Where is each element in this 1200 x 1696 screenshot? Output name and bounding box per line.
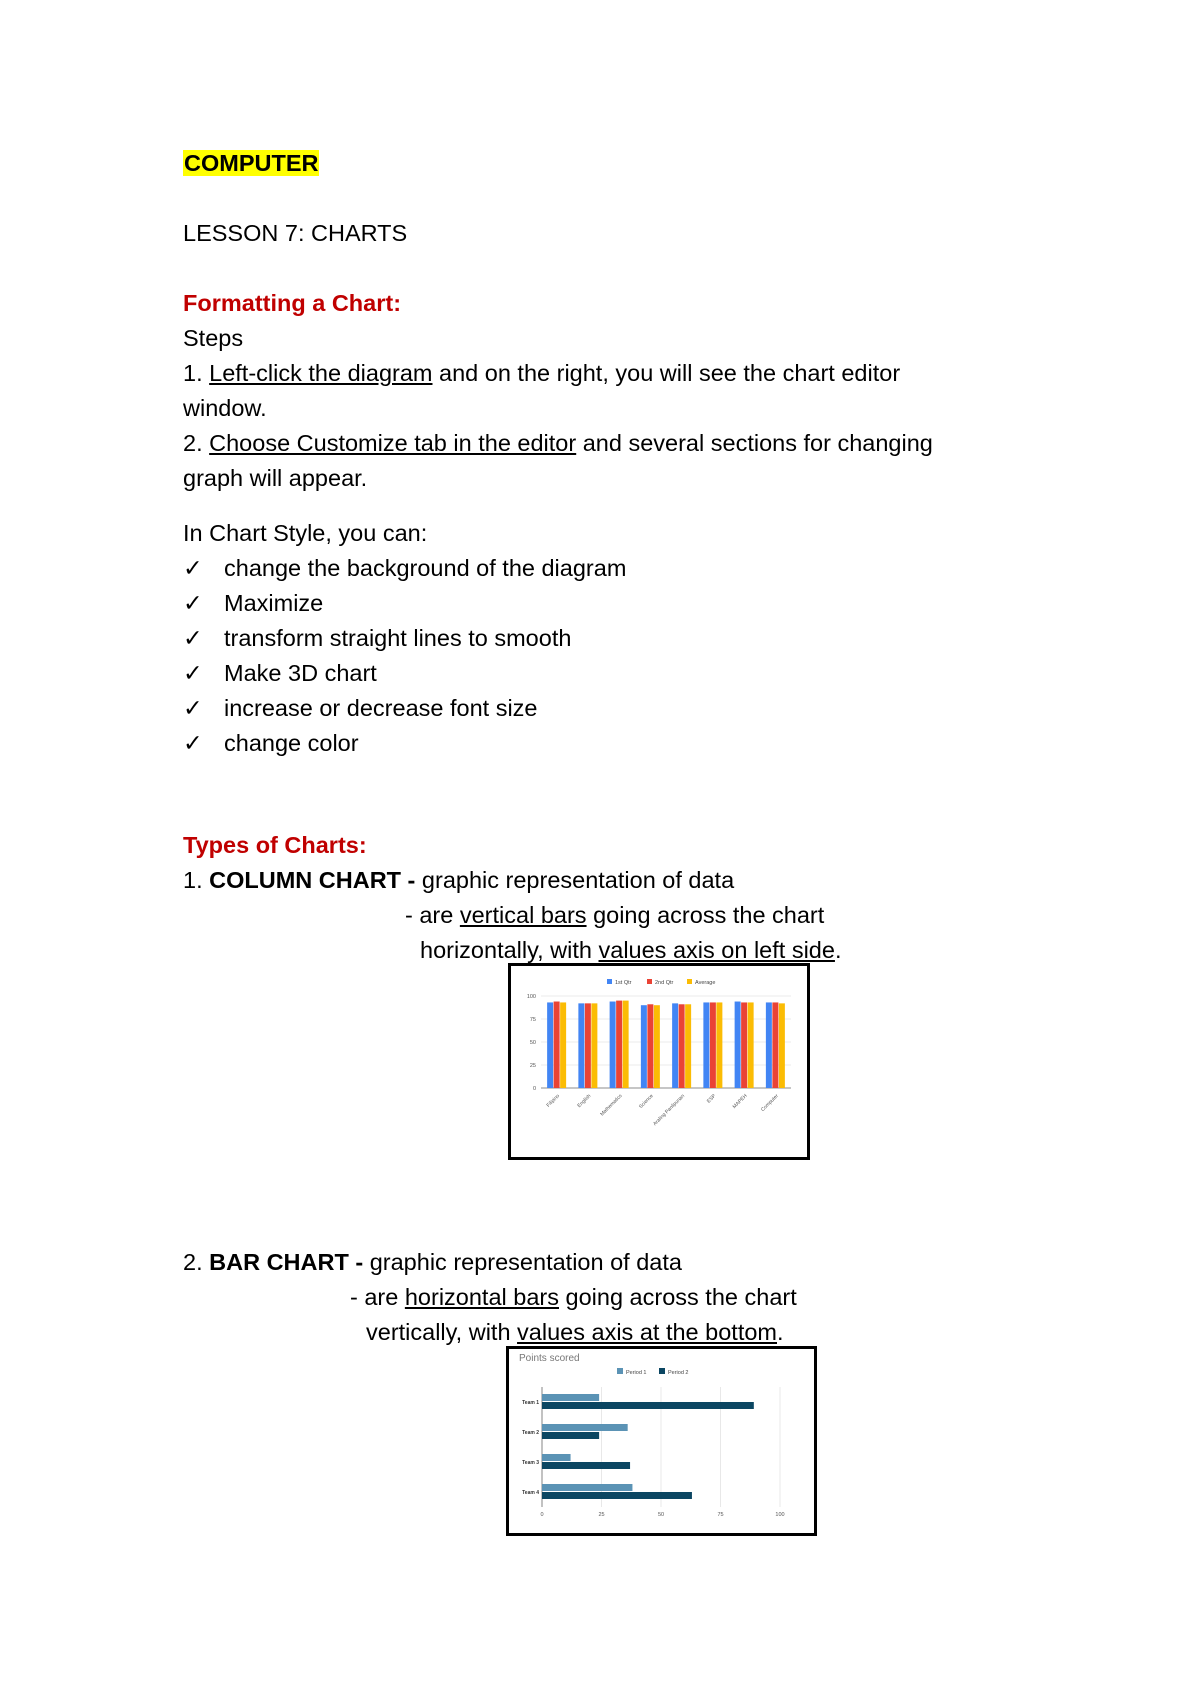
column-bar — [703, 1002, 709, 1088]
horizontal-bar — [542, 1462, 630, 1469]
step-1-number: 1. — [183, 360, 210, 386]
chart-style-intro: In Chart Style, you can: — [183, 520, 428, 546]
legend-label: 2nd Qtr — [655, 980, 674, 986]
checklist-item-text: Maximize — [224, 590, 324, 616]
checklist-item — [183, 693, 538, 723]
checklist-item — [183, 658, 377, 688]
column-chart-line-2-pre: - are — [405, 902, 460, 928]
horizontal-bar — [542, 1394, 599, 1401]
column-bar — [766, 1002, 772, 1088]
step-1-continuation: window. — [183, 395, 267, 421]
document-heading — [183, 148, 319, 178]
legend-swatch — [647, 979, 652, 984]
column-bar — [710, 1002, 716, 1088]
column-bar — [679, 1004, 685, 1088]
y-tick-label: 25 — [529, 1063, 536, 1069]
heading-highlight: COMPUTER — [184, 150, 319, 176]
bar-chart-def-text: graphic representation of data — [369, 1249, 682, 1275]
checkmark-icon: ✓ — [183, 660, 203, 686]
column-bar — [685, 1004, 691, 1088]
checkmark-icon: ✓ — [183, 695, 203, 721]
y-tick-label: Team 2 — [522, 1430, 539, 1436]
checkmark-icon: ✓ — [183, 730, 203, 756]
x-tick-label: 100 — [775, 1512, 785, 1518]
x-tick-label: Science — [637, 1093, 655, 1110]
column-chart-line-2 — [405, 900, 824, 930]
bar-chart — [509, 1349, 814, 1533]
column-chart-line-3 — [420, 935, 841, 965]
column-bar — [748, 1002, 754, 1088]
x-tick-label: 75 — [717, 1512, 724, 1518]
column-chart-line-3-post: . — [834, 937, 842, 963]
steps-label: Steps — [183, 325, 244, 351]
bar-chart-line-3-post: . — [777, 1319, 784, 1345]
column-chart-def-text: graphic representation of data — [421, 867, 735, 893]
types-section-title: Types of Charts: — [183, 832, 367, 858]
legend-swatch — [607, 979, 612, 984]
chart-title: Points scored — [519, 1353, 580, 1364]
column-bar — [772, 1002, 778, 1088]
bar-chart-dash: - — [348, 1249, 370, 1275]
bar-chart-line-2 — [350, 1282, 797, 1312]
column-chart-dash: - — [401, 867, 422, 893]
y-tick-label: Team 3 — [522, 1460, 539, 1466]
y-tick-label: 75 — [529, 1017, 536, 1023]
bar-chart-line-2-pre: - are — [350, 1284, 405, 1310]
checkmark-icon: ✓ — [183, 555, 203, 581]
column-bar — [547, 1002, 553, 1088]
step-1-link-text: Left-click the diagram — [209, 360, 433, 386]
legend-swatch — [659, 1368, 665, 1374]
column-bar — [623, 1001, 629, 1088]
checklist-item-text: change color — [224, 730, 359, 756]
step-1 — [183, 358, 900, 388]
step-2-text: and several sections for changing — [576, 430, 933, 456]
step-2-link-text: Choose Customize tab in the editor — [209, 430, 577, 456]
horizontal-bar — [542, 1454, 571, 1461]
legend-swatch — [617, 1368, 623, 1374]
x-tick-label: Araling Panlipunan — [652, 1093, 687, 1128]
column-chart-image — [508, 963, 810, 1160]
y-tick-label: 0 — [532, 1086, 536, 1092]
checklist-item — [183, 728, 359, 758]
column-chart-name: COLUMN CHART — [209, 867, 402, 893]
x-tick-label: ESP — [705, 1093, 718, 1105]
bar-chart-line-3-pre: vertically, with — [366, 1319, 518, 1345]
legend-label: Period 2 — [668, 1370, 689, 1376]
column-chart — [511, 966, 807, 1157]
step-2-number: 2. — [183, 430, 210, 456]
horizontal-bar — [542, 1484, 632, 1491]
column-chart-number: 1. — [183, 867, 210, 893]
y-tick-label: 50 — [529, 1040, 536, 1046]
x-tick-label: Mathematics — [599, 1093, 624, 1118]
column-bar — [585, 1003, 591, 1088]
horizontal-bar — [542, 1424, 628, 1431]
column-bar — [554, 1002, 560, 1088]
y-tick-label: 100 — [526, 994, 536, 1000]
step-2 — [183, 428, 933, 458]
formatting-section-title: Formatting a Chart: — [183, 290, 402, 316]
x-tick-label: MAPEH — [731, 1093, 749, 1110]
column-chart-line-3-pre: horizontally, with — [420, 937, 599, 963]
x-tick-label: English — [576, 1093, 593, 1110]
legend-label: Period 1 — [626, 1370, 647, 1376]
x-tick-label: Filipino — [545, 1093, 562, 1109]
column-bar — [610, 1002, 616, 1088]
y-tick-label: Team 1 — [522, 1400, 539, 1406]
y-tick-label: Team 4 — [522, 1490, 539, 1496]
column-bar — [560, 1002, 566, 1088]
column-bar — [779, 1003, 785, 1088]
column-chart-line-3-underlined: values axis on left side — [598, 937, 835, 963]
x-tick-label: 25 — [598, 1512, 605, 1518]
checkmark-icon: ✓ — [183, 590, 203, 616]
column-bar — [716, 1002, 722, 1088]
checklist-item-text: change the background of the diagram — [224, 555, 627, 581]
bar-chart-line-3 — [366, 1317, 784, 1347]
x-tick-label: Computer — [760, 1093, 780, 1113]
checklist-item-text: increase or decrease font size — [224, 695, 538, 721]
column-bar — [647, 1004, 653, 1088]
bar-chart-line-3-underlined: values axis at the bottom — [517, 1319, 777, 1345]
column-chart-line-2-post: going across the chart — [586, 902, 825, 928]
checklist-item-text: transform straight lines to smooth — [224, 625, 572, 651]
horizontal-bar — [542, 1402, 754, 1409]
bar-chart-name: BAR CHART — [209, 1249, 349, 1275]
legend-label: Average — [695, 980, 716, 986]
column-bar — [578, 1003, 584, 1088]
column-bar — [741, 1002, 747, 1088]
checklist-item — [183, 588, 323, 618]
step-1-text: and on the right, you will see the chart editor — [432, 360, 901, 386]
x-tick-label: 0 — [540, 1512, 544, 1518]
step-2-continuation: graph will appear. — [183, 465, 368, 491]
checklist-item-text: Make 3D chart — [224, 660, 377, 686]
lesson-title: LESSON 7: CHARTS — [183, 220, 408, 246]
column-chart-line-2-underlined: vertical bars — [459, 902, 587, 928]
bar-chart-number: 2. — [183, 1249, 210, 1275]
bar-chart-definition — [183, 1247, 682, 1277]
checklist-item — [183, 553, 626, 583]
bar-chart-line-2-underlined: horizontal bars — [404, 1284, 559, 1310]
column-bar — [616, 1001, 622, 1088]
horizontal-bar — [542, 1432, 599, 1439]
column-bar — [672, 1003, 678, 1088]
horizontal-bar — [542, 1492, 692, 1499]
legend-label: 1st Qtr — [615, 980, 632, 986]
column-bar — [735, 1002, 741, 1088]
x-tick-label: 50 — [657, 1512, 665, 1518]
legend-swatch — [687, 979, 692, 984]
bar-chart-line-2-post: going across the chart — [559, 1284, 797, 1310]
checklist-item — [183, 623, 571, 653]
bar-chart-image — [506, 1346, 817, 1536]
column-chart-definition — [183, 865, 734, 895]
checkmark-icon: ✓ — [183, 625, 203, 651]
column-bar — [591, 1003, 597, 1088]
column-bar — [654, 1005, 660, 1088]
column-bar — [641, 1005, 647, 1088]
